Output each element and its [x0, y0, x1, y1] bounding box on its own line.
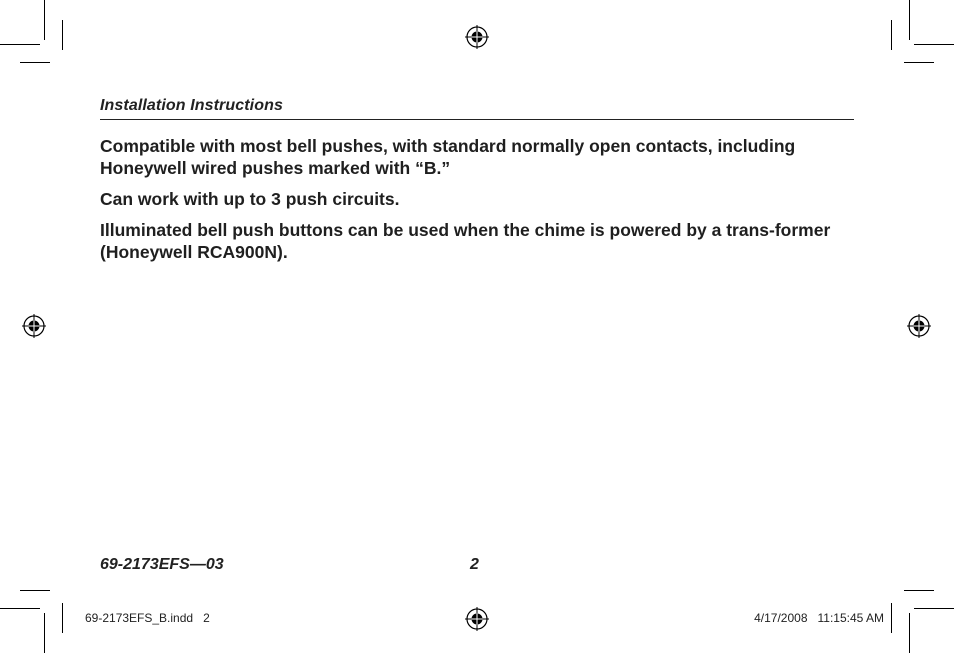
crop-mark	[904, 62, 934, 63]
crop-mark	[62, 603, 63, 633]
slug-filename: 69-2173EFS_B.indd 2	[85, 611, 210, 625]
registration-mark-icon	[22, 314, 46, 338]
crop-mark	[62, 20, 63, 50]
crop-mark	[891, 603, 892, 633]
crop-mark	[44, 0, 45, 40]
crop-mark	[909, 613, 910, 653]
crop-mark	[914, 44, 954, 45]
crop-mark	[904, 590, 934, 591]
header-rule	[100, 119, 854, 120]
document-number: 69-2173EFS—03	[100, 556, 224, 573]
crop-mark	[20, 62, 50, 63]
slug-timestamp: 4/17/2008 11:15:45 AM	[754, 611, 884, 625]
crop-mark	[914, 608, 954, 609]
crop-mark	[20, 590, 50, 591]
paragraph: Can work with up to 3 push circuits.	[100, 189, 400, 209]
document-body	[100, 135, 840, 272]
registration-mark-icon	[465, 25, 489, 49]
paragraph: Compatible with most bell pushes, with standard normally open contacts, including Honeywell wired pushes marked with “B.”	[100, 136, 796, 178]
page-number: 2	[470, 556, 479, 573]
registration-mark-icon	[465, 607, 489, 631]
crop-mark	[891, 20, 892, 50]
registration-mark-icon	[907, 314, 931, 338]
running-header: Installation Instructions	[100, 97, 283, 114]
crop-mark	[0, 44, 40, 45]
paragraph: Illuminated bell push buttons can be used when the chime is powered by a trans-former (Honeywell RCA900N).	[100, 220, 831, 262]
crop-mark	[0, 608, 40, 609]
crop-mark	[44, 613, 45, 653]
crop-mark	[909, 0, 910, 40]
